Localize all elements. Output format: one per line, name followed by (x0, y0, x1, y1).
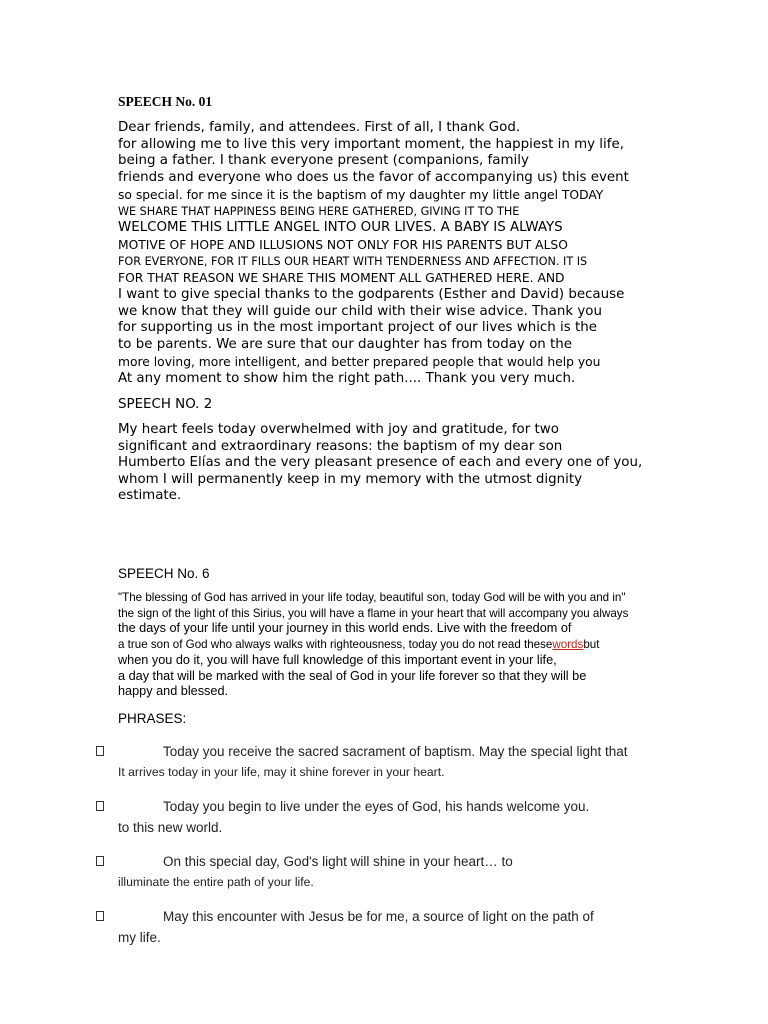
phrase-line: my life. (118, 930, 161, 945)
speech-2-line: My heart feels today overwhelmed with joy and gratitude, for two (118, 422, 559, 437)
speech-2-line: estimate. (118, 488, 182, 504)
speech-6-line-text: but (583, 638, 600, 652)
speech-6-body (118, 590, 738, 700)
speech-1-line: friends and everyone who does us the favor of accompanying us) this event (118, 170, 629, 186)
speech-6-line-text: a true son of God who always walks with righteousness, today you do not read these (118, 638, 553, 652)
bullet-glyph-icon (96, 746, 104, 756)
speech-1-line: I want to give special thanks to the godparents (Esther and David) because (118, 287, 625, 303)
bullet-glyph-icon (96, 911, 104, 921)
speech-2-line: whom I will permanently keep in my memory with the utmost dignity (118, 471, 582, 487)
speech-6-line: happy and blessed. (118, 684, 229, 699)
phrase-line: Today you receive the sacred sacrament of baptism. May the special light that (163, 744, 628, 759)
speech-1-line: Dear friends, family, and attendees. First of all, I thank God. (118, 120, 521, 135)
speech-1-line: being a father. I thank everyone present (companions, family (118, 153, 529, 169)
phrase-line: It arrives today in your life, may it shine forever in your heart. (118, 765, 445, 779)
phrase-line: Today you begin to live under the eyes of God, his hands welcome you. (163, 799, 590, 814)
speech-6-line: a day that will be marked with the seal of God in your life forever so that they will be (118, 668, 587, 683)
phrase-line: to this new world. (118, 820, 223, 835)
speech-1-line: MOTIVE OF HOPE AND ILLUSIONS NOT ONLY FOR HIS PARENTS BUT ALSO (118, 237, 568, 252)
speech-1-line: for allowing me to live this very important moment, the happiest in my life, (118, 136, 624, 152)
speech-1-line: WELCOME THIS LITTLE ANGEL INTO OUR LIVES. A BABY IS ALWAYS (118, 220, 563, 236)
bullet-glyph-icon (96, 801, 104, 811)
marked-word: words (552, 638, 584, 652)
speech-1-line: WE SHARE THAT HAPPINESS BEING HERE GATHERED, GIVING IT TO THE (118, 204, 520, 218)
speech-6-line (118, 637, 738, 653)
speech-6-line: "The blessing of God has arrived in your life today, beautiful son, today God will be with you and in" (118, 591, 626, 604)
phrases-heading: PHRASES: (118, 711, 187, 726)
speech-2-body (118, 422, 738, 505)
speech-1-line: more loving, more intelligent, and better prepared people that would help you (118, 354, 601, 369)
speech-6-line: the sign of the light of this Sirius, you will have a flame in your heart that will accompany you always (118, 606, 629, 620)
speech-1-line: FOR EVERYONE, FOR IT FILLS OUR HEART WITH TENDERNESS AND AFFECTION. IT IS (118, 254, 588, 268)
phrase-line: On this special day, God's light will shine in your heart… to (163, 854, 513, 869)
speech-1-line: so special. for me since it is the baptism of my daughter my little angel TODAY (118, 187, 604, 202)
phrase-line: illuminate the entire path of your life. (118, 875, 314, 889)
speech-1-heading: SPEECH No. 01 (118, 94, 213, 109)
speech-2-line: significant and extraordinary reasons: the baptism of my dear son (118, 438, 563, 454)
bullet-glyph-icon (96, 856, 104, 866)
speech-1-line: to be parents. We are sure that our daughter has from today on the (118, 337, 573, 353)
speech-6-heading: SPEECH No. 6 (118, 566, 210, 581)
speech-6-line: the days of your life until your journey in this world ends. Live with the freedom of (118, 621, 572, 636)
speech-2-line: Humberto Elías and the very pleasant presence of each and every one of you, (118, 455, 643, 471)
speech-1-line: we know that they will guide our child with their wise advice. Thank you (118, 303, 602, 319)
speech-1-line: At any moment to show him the right path.... Thank you very much. (118, 370, 576, 386)
speech-1-line: FOR THAT REASON WE SHARE THIS MOMENT ALL GATHERED HERE. AND (118, 271, 565, 286)
speech-1-body (118, 120, 738, 387)
phrase-line: May this encounter with Jesus be for me, a source of light on the path of (163, 909, 594, 924)
speech-1-line: for supporting us in the most important project of our lives which is the (118, 320, 597, 336)
speech-2-heading: SPEECH NO. 2 (118, 397, 213, 412)
speech-6-line: when you do it, you will have full knowledge of this important event in your life, (118, 652, 557, 667)
